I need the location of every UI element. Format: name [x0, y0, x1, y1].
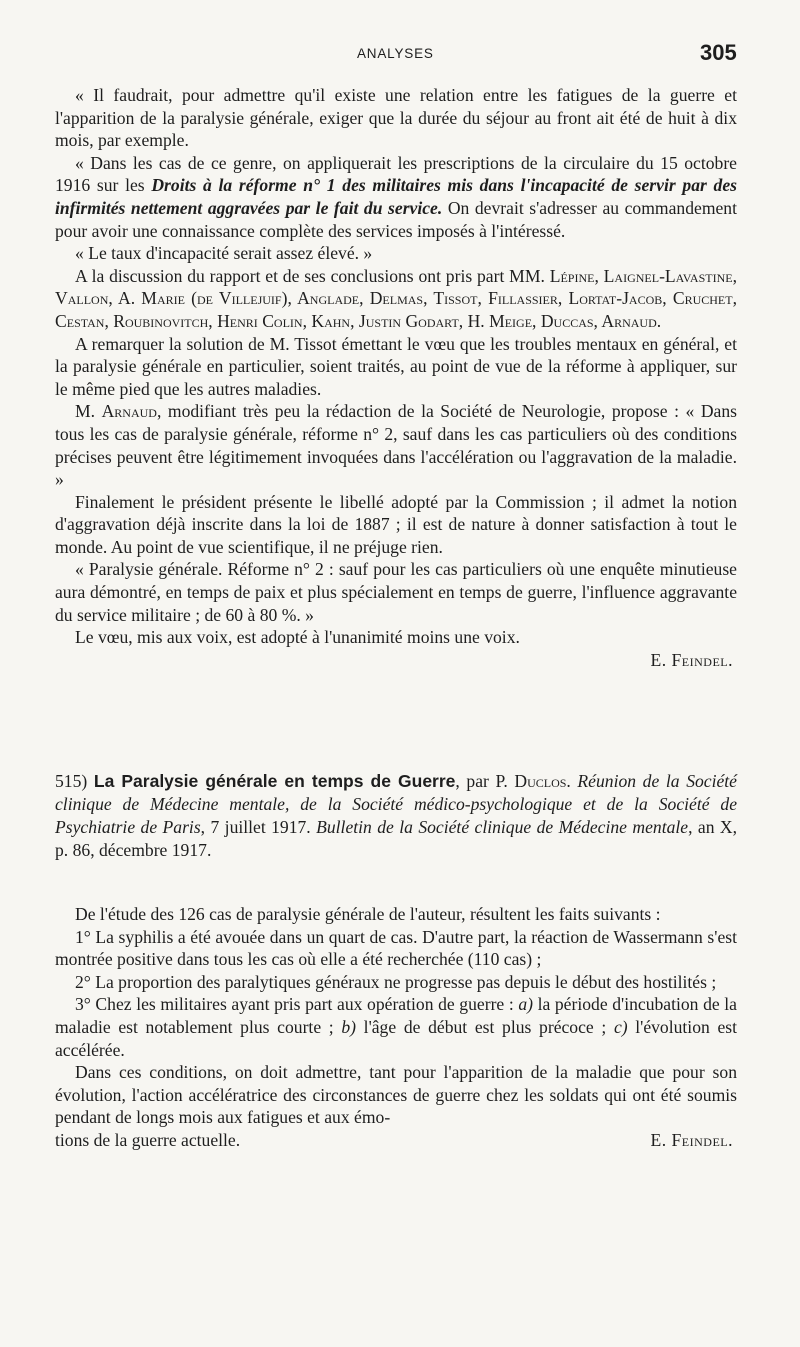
entry-source: Réunion de la Société clinique de Médecine mentale, de la Société médico-psychologique et de la Société de Psychiatrie de Paris	[55, 771, 737, 837]
entry-author: Duclos	[514, 771, 567, 791]
paragraph: Dans ces conditions, on doit admettre, tant pour l'apparition de la maladie que pour son évolution, l'action accélératrice des circonstances de guerre chez les soldats qui ont été soumis pendant de longs mois aux fatigues et aux émo-	[55, 1062, 737, 1128]
abstract-entry-header: 515) La Paralysie générale en temps de Guerre, par P. Duclos. Réunion de la Société clinique de Médecine mentale, de la Société médico-psychologique et de la Société de Psychiatrie de Paris, 7 juillet 1917. Bulletin de la Société clinique de Médecine mentale, an X, p. 86, décembre 1917.	[55, 771, 738, 860]
signature: E. Feindel.	[650, 649, 733, 670]
running-title: ANALYSES	[357, 46, 434, 61]
participant-names: Lépine, Laignel-Lavastine, Vallon, A. Marie (de Villejuif), Anglade, Delmas, Tissot, Fillassier, Lortat-Jacob, Cruchet, Cestan, Roubinovitch, Henri Colin, Kahn, Justin Godart, H. Meige, Duccas, Arnaud.	[55, 265, 737, 331]
abstract-body	[55, 903, 737, 1152]
entry-title: La Paralysie générale en temps de Guerre	[93, 771, 456, 791]
paragraph: 2° La proportion des paralytiques généraux ne progresse pas depuis le début des hostilités ;	[75, 971, 717, 992]
paragraph: Finalement le président présente le libellé adopté par la Commission ; il admet la notion d'aggravation déjà inscrite dans la loi de 1887 ; il est de nature à donner satisfaction à tout le monde. Au point de vue scientifique, il ne préjuge rien.	[55, 491, 737, 557]
signature: E. Feindel.	[650, 1129, 733, 1150]
paragraph: M. Arnaud, modifiant très peu la rédaction de la Société de Neurologie, propose : « Dans tous les cas de paralysie générale, réforme n° 2, sauf dans les cas particuliers où des conditions précises peuvent être légitimement invoquées dans l'accélération ou l'aggravation de la maladie. »	[55, 401, 737, 490]
paragraph: 3° Chez les militaires ayant pris part aux opération de guerre : a) la période d'incubation de la maladie est notablement plus courte ; b) l'âge de début est plus précoce ; c) l'évolution est accélérée.	[55, 994, 737, 1060]
paragraph: 1° La syphilis a été avouée dans un quart de cas. D'autre part, la réaction de Wassermann s'est montrée positive dans tous les cas où elle a été recherchée (110 cas) ;	[55, 926, 737, 970]
paragraph: A remarquer la solution de M. Tissot émettant le vœu que les troubles mentaux en général, et la paralysie générale en particulier, soient traités, au point de vue de la réforme à appliquer, sur le même pied que les autres maladies.	[55, 333, 737, 399]
circular-title: Droits à la réforme n° 1 des militaires mis dans l'incapacité de servir par des infirmités nettement aggravées par le fait du service.	[55, 175, 737, 218]
report-continuation	[55, 84, 737, 671]
paragraph: Le vœu, mis aux voix, est adopté à l'unanimité moins une voix.	[75, 627, 520, 648]
paragraph: « Il faudrait, pour admettre qu'il existe une relation entre les fatigues de la guerre et l'apparition de la paralysie générale, exiger que la durée du séjour au front ait été de huit à dix mois, par exemple.	[55, 85, 737, 151]
closing-line	[55, 1129, 737, 1152]
paragraph-end: tions de la guerre actuelle.	[55, 1129, 241, 1150]
paragraph: « Paralysie générale. Réforme n° 2 : sauf pour les cas particuliers où une enquête minutieuse aura démontré, en temps de paix et plus spécialement en temps de guerre, l'influence aggravante du service militaire ; de 60 à 80 %. »	[55, 559, 737, 625]
entry-journal: Bulletin de la Société clinique de Médecine mentale	[316, 817, 689, 837]
paragraph: « Le taux d'incapacité serait assez élevé. »	[75, 243, 373, 264]
entry-number: 515)	[55, 771, 88, 791]
participants-paragraph: A la discussion du rapport et de ses conclusions ont pris part MM. Lépine, Laignel-Lavastine, Vallon, A. Marie (de Villejuif), Anglade, Delmas, Tissot, Fillassier, Lortat-Jacob, Cruchet, Cestan, Roubinovitch, Henri Colin, Kahn, Justin Godart, H. Meige, Duccas, Arnaud.	[55, 265, 737, 331]
running-header	[0, 40, 800, 70]
paragraph: « Dans les cas de ce genre, on appliquerait les prescriptions de la circulaire du 15 octobre 1916 sur les Droits à la réforme n° 1 des militaires mis dans l'incapacité de servir par des infirmités nettement aggravées par le fait du service. On devrait s'adresser au commandement pour avoir une connaissance complète des services imposés à l'intéressé.	[55, 152, 737, 241]
page-number: 305	[700, 40, 737, 65]
paragraph: De l'étude des 126 cas de paralysie générale de l'auteur, résultent les faits suivants :	[75, 904, 661, 924]
